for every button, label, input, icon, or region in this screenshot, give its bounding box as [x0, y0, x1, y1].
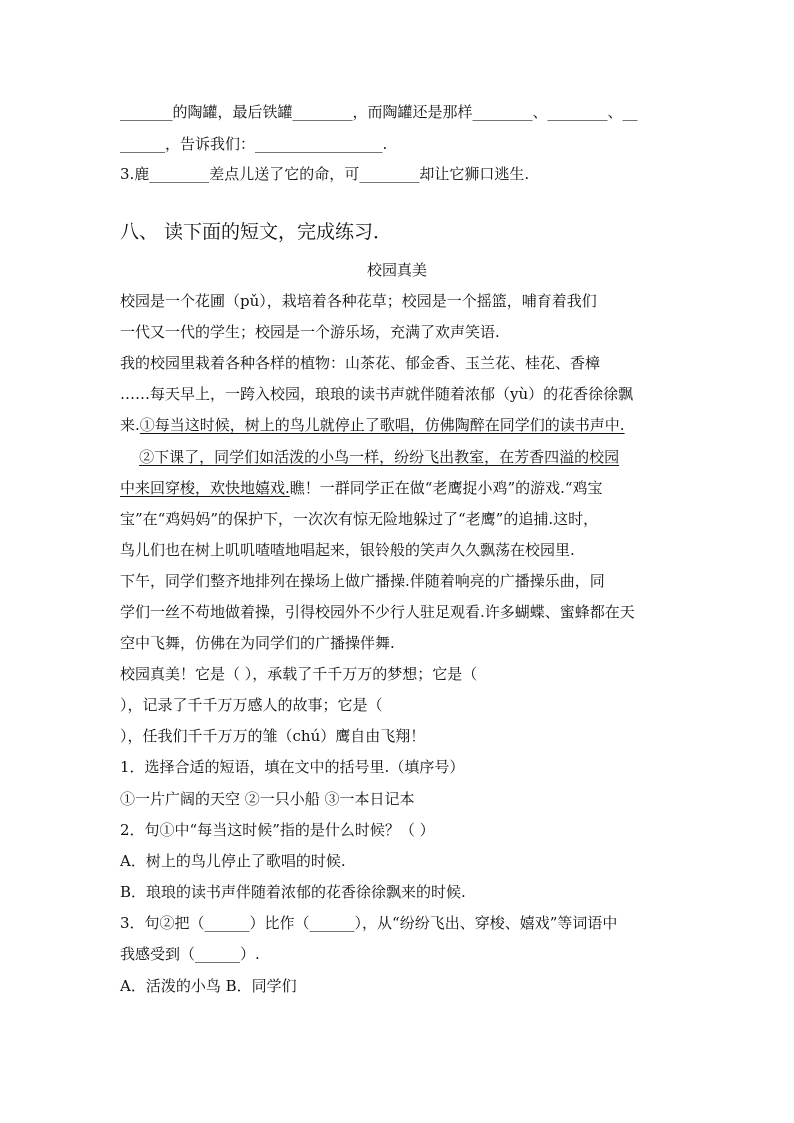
paragraph-2-line-2: ……每天早上，一跨入校园，琅琅的读书声就伴随着浓郁（yù）的花香徐徐飘: [120, 385, 634, 403]
paragraph-1-line-2: 一代又一代的学生；校园是一个游乐场，充满了欢声笑语.: [120, 323, 500, 341]
paragraph-2-line-1: 我的校园里栽着各种各样的植物：山茶花、郁金香、玉兰花、桂花、香樟: [120, 354, 601, 372]
text-plain: 瞧！一群同学正在做“老鹰捉小鸡”的游戏.“鸡宝: [289, 479, 603, 497]
question-1-options: ①一片广阔的天空 ②一只小船 ③一本日记本: [120, 790, 415, 808]
section-heading: 八、 读下面的短文，完成练习．: [120, 221, 393, 243]
question-1: 1．选择合适的短语，填在文中的括号里.（填序号）: [120, 758, 465, 776]
paragraph-4-line-1: 下午，同学们整齐地排列在操场上做广播操.伴随着响亮的广播操乐曲，同: [120, 572, 605, 590]
indent: [120, 448, 139, 466]
question-2-option-a: A．树上的鸟儿停止了歌唱的时候.: [120, 852, 346, 870]
sentence-2-underlined-part-2: 中来回穿梭，欢快地嬉戏.: [120, 479, 290, 497]
fill-blank-line-2: ______，告诉我们：_________________.: [120, 135, 388, 153]
text-plain: 来.: [120, 416, 140, 434]
paragraph-4-line-3: 空中飞舞，仿佛在为同学们的广播操伴舞.: [120, 634, 395, 652]
paragraph-3-line-3: 宝”在“鸡妈妈”的保护下，一次次有惊无险地躲过了“老鹰”的追捕.这时，: [120, 510, 599, 528]
article-title: 校园真美: [366, 261, 427, 279]
paragraph-3-line-4: 鸟儿们也在树上叽叽喳喳地唱起来，银铃般的笑声久久飘荡在校园里.: [120, 541, 575, 559]
question-2: 2．句①中“每当这时候”指的是什么时候？（ ）: [120, 821, 435, 839]
paragraph-5-line-3: ），任我们千千万万的雏（chú）鹰自由飞翔！: [120, 727, 426, 745]
paragraph-2-line-3: [120, 415, 625, 435]
paragraph-1-line-1: 校园是一个花圃（pǔ），栽培着各种花草；校园是一个摇篮，哺育着我们: [120, 292, 597, 310]
paragraph-3-line-2: [120, 478, 603, 498]
sentence-1-underlined: ①每当这时候，树上的鸟儿就停止了歌唱，仿佛陶醉在同学们的读书声中.: [139, 416, 625, 434]
fill-blank-line-3: 3.鹿________差点儿送了它的命，可________却让它狮口逃生.: [120, 165, 530, 183]
paragraph-4-line-2: 学们一丝不苟地做着操，引得校园外不少行人驻足观看.许多蝴蝶、蜜蜂都在天: [120, 603, 635, 621]
question-2-option-b: B．琅琅的读书声伴随着浓郁的花香徐徐飘来的时候.: [120, 883, 466, 901]
paragraph-5-line-1: 校园真美！它是（ ），承载了千千万万的梦想；它是（: [120, 665, 478, 683]
paragraph-3-line-1: [120, 447, 619, 467]
fill-blank-line-1: _______的陶罐，最后铁罐________，而陶罐还是那样________、________、__: [120, 103, 638, 121]
question-3-options: A．活泼的小鸟 B．同学们: [120, 977, 297, 995]
question-3-line-2: 我感受到（______）.: [120, 945, 260, 963]
sentence-2-underlined-part-1: ②下课了，同学们如活泼的小鸟一样，纷纷飞出教室，在芳香四溢的校园: [139, 448, 620, 466]
paragraph-5-line-2: ），记录了千千万万感人的故事；它是（: [120, 696, 383, 714]
question-3-line-1: 3．句②把（______）比作（______），从“纷纷飞出、穿梭、嬉戏”等词语中: [120, 914, 618, 932]
